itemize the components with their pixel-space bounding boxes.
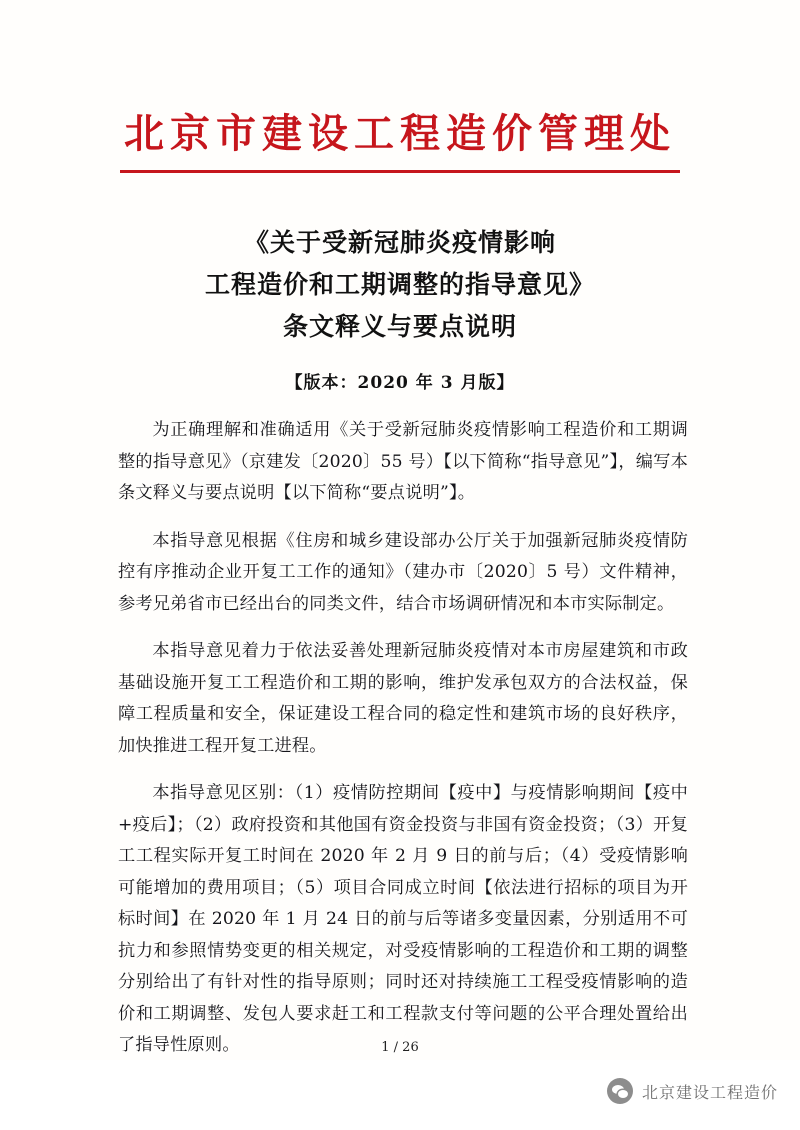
page-footer [0,1060,800,1130]
document-title-block [0,222,800,393]
wechat-icon [607,1078,633,1104]
page-number: 1 / 26 [381,1040,419,1055]
paragraph: 本指导意见着力于依法妥善处理新冠肺炎疫情对本市房屋建筑和市政基础设施开复工工程造价和工期的影响，维护发承包双方的合法权益，保障工程质量和安全，保证建设工程合同的稳定性和建筑市场的良好秩序，加快推进工程开复工进程。 [118,641,688,756]
document-body [118,415,688,1109]
footer-brand-label: 北京建设工程造价 [641,1082,778,1102]
title-line-3: 条文释义与要点说明 [282,312,517,341]
masthead [0,112,800,173]
masthead-divider [120,170,680,173]
footer-brand [607,1078,778,1104]
title-line-2: 工程造价和工期调整的指导意见》 [204,270,595,299]
document-version: 【版本：2020 年 3 月版】 [285,373,515,393]
paragraph: 本指导意见根据《住房和城乡建设部办公厅关于加强新冠肺炎疫情防控有序推动企业开复工工作的通知》（建办市〔2020〕5 号）文件精神，参考兄弟省市已经出台的同类文件，结合市场调研情况和本市实际制定。 [118,530,688,614]
paragraph: 为正确理解和准确适用《关于受新冠肺炎疫情影响工程造价和工期调整的指导意见》（京建发〔2020〕55 号）【以下简称“指导意见”】，编写本条文释义与要点说明【以下简称“要点说明”】。 [118,420,688,503]
title-line-1: 《关于受新冠肺炎疫情影响 [243,228,556,257]
issuing-organization: 北京市建设工程造价管理处 [124,110,676,157]
paragraph: 本指导意见区别：（1）疫情防控期间【疫中】与疫情影响期间【疫中+疫后】；（2）政府投资和其他国有资金投资与非国有资金投资；（3）开复工工程实际开复工时间在 2020 年 2 月 9 日的前与后；（4）受疫情影响可能增加的费用项目；（5）项目合同成立时间【依法进行招标的项目为开标时间】在 2020 年 1 月 24 日的前与后等诸多变量因素，分别适用不可抗力和参照情势变更的相关规定，对受疫情影响的工程造价和工期的调整分别给出了有针对性的指导原则；同时还对持续施工工程受疫情影响的造价和工期调整、发包人要求赶工和工程款支付等问题的公平合理处置给出了指导性原则。 [118,783,688,1055]
